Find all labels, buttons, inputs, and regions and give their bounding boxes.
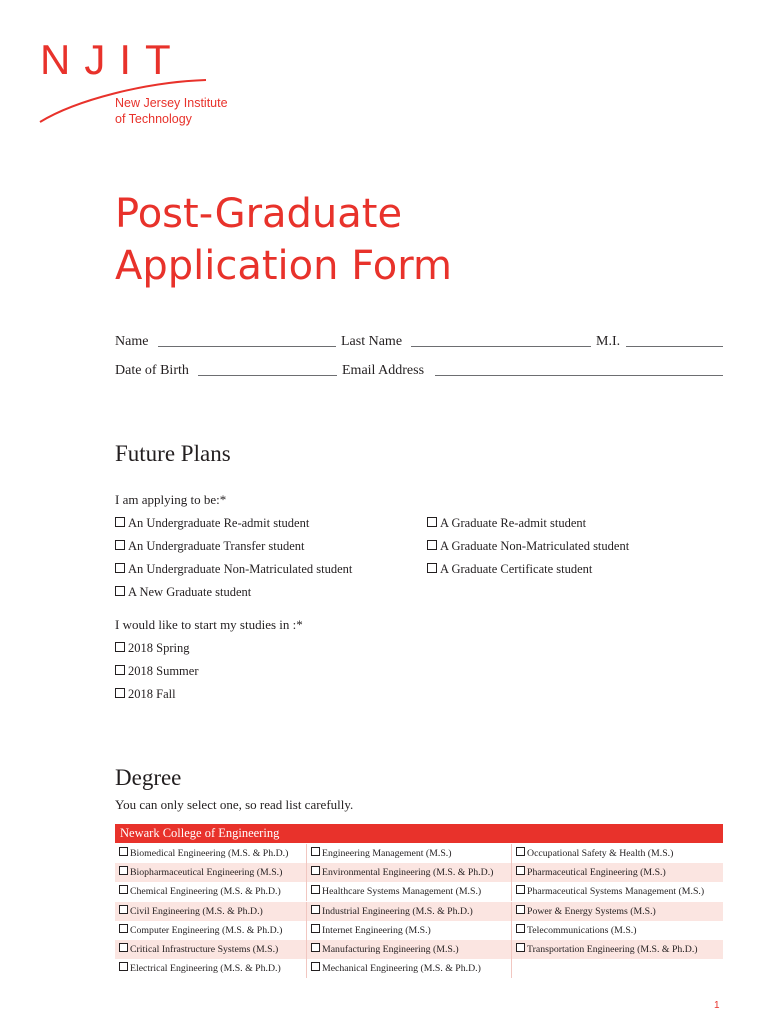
degree-label: Electrical Engineering (M.S. & Ph.D.) [130,963,281,974]
degree-label: Pharmaceutical Systems Management (M.S.) [527,886,705,897]
degree-option[interactable] [115,940,307,959]
applying-option[interactable]: A Graduate Re-admit student [427,515,586,531]
degree-label: Chemical Engineering (M.S. & Ph.D.) [130,886,281,897]
checkbox-icon[interactable] [119,866,128,875]
checkbox-icon[interactable] [115,540,125,550]
checkbox-icon[interactable] [311,866,320,875]
applying-option[interactable]: An Undergraduate Re-admit student [115,515,309,531]
checkbox-icon[interactable] [427,517,437,527]
checkbox-icon[interactable] [115,586,125,596]
table-row [115,863,723,882]
checkbox-icon[interactable] [516,847,525,856]
degree-label: Environmental Engineering (M.S. & Ph.D.) [322,867,494,878]
checkbox-icon[interactable] [115,563,125,573]
degree-option[interactable] [512,844,723,863]
degree-label: Critical Infrastructure Systems (M.S.) [130,944,279,955]
mi-label: M.I. [596,334,621,349]
degree-label: Power & Energy Systems (M.S.) [527,906,656,917]
checkbox-icon[interactable] [119,847,128,856]
checkbox-icon[interactable] [516,866,525,875]
degree-option[interactable] [512,902,723,921]
checkbox-icon[interactable] [119,962,128,971]
email-label: Email Address [342,363,425,378]
degree-option[interactable] [512,940,723,959]
degree-option[interactable] [115,902,307,921]
degree-option[interactable] [115,959,307,978]
applying-option[interactable]: A New Graduate student [115,584,251,600]
checkbox-icon[interactable] [311,905,320,914]
applying-option[interactable]: A Graduate Non-Matriculated student [427,538,629,554]
checkbox-icon[interactable] [115,642,125,652]
title-line-2: Application Form [115,243,452,289]
table-row [115,902,723,921]
table-row [115,940,723,959]
logo-line-1: New Jersey Institute [115,96,228,110]
degree-option[interactable] [307,959,512,978]
checkbox-icon[interactable] [516,924,525,933]
degree-option[interactable] [115,863,307,882]
last-name-field[interactable] [411,346,591,347]
degree-label: Civil Engineering (M.S. & Ph.D.) [130,906,263,917]
checkbox-icon[interactable] [516,905,525,914]
future-plans-heading: Future Plans [115,441,231,466]
degree-label: Biopharmaceutical Engineering (M.S.) [130,867,283,878]
email-field[interactable] [435,375,723,376]
checkbox-icon[interactable] [115,688,125,698]
degree-label: Engineering Management (M.S.) [322,848,452,859]
degree-option[interactable] [307,844,512,863]
checkbox-icon[interactable] [311,885,320,894]
checkbox-icon[interactable] [427,540,437,550]
name-label: Name [115,334,149,349]
checkbox-icon[interactable] [516,885,525,894]
table-row [115,844,723,863]
degree-option[interactable] [512,921,723,940]
checkbox-icon[interactable] [115,665,125,675]
degree-heading: Degree [115,765,182,790]
applying-option[interactable]: An Undergraduate Transfer student [115,538,304,554]
degree-label: Pharmaceutical Engineering (M.S.) [527,867,666,878]
degree-option[interactable] [512,863,723,882]
degree-option[interactable] [512,882,723,901]
checkbox-icon[interactable] [119,924,128,933]
start-option[interactable]: 2018 Spring [115,640,189,656]
degree-option[interactable] [115,921,307,940]
degree-label: Telecommunications (M.S.) [527,925,637,936]
degree-option[interactable] [307,902,512,921]
degree-label: Transportation Engineering (M.S. & Ph.D.) [527,944,698,955]
degree-option[interactable] [307,882,512,901]
degree-label: Biomedical Engineering (M.S. & Ph.D.) [130,848,289,859]
title-line-1: Post-Graduate [115,191,403,237]
checkbox-icon[interactable] [119,885,128,894]
start-prompt: I would like to start my studies in :* [115,617,303,632]
degree-option[interactable] [307,940,512,959]
degree-label: Occupational Safety & Health (M.S.) [527,848,674,859]
start-option[interactable]: 2018 Fall [115,686,176,702]
checkbox-icon[interactable] [119,943,128,952]
degree-label: Industrial Engineering (M.S. & Ph.D.) [322,906,473,917]
start-option[interactable]: 2018 Summer [115,663,198,679]
applying-prompt: I am applying to be:* [115,492,227,507]
dob-label: Date of Birth [115,363,189,378]
degree-option[interactable] [307,863,512,882]
name-field[interactable] [158,346,336,347]
checkbox-icon[interactable] [427,563,437,573]
logo-wordmark: NJIT [40,36,185,83]
logo-line-2: of Technology [115,112,192,126]
degree-option[interactable] [115,882,307,901]
degree-option [512,959,723,978]
checkbox-icon[interactable] [516,943,525,952]
degree-label: Internet Engineering (M.S.) [322,925,431,936]
degree-note: You can only select one, so read list carefully. [115,797,354,812]
degree-option[interactable] [115,844,307,863]
applying-option[interactable]: A Graduate Certificate student [427,561,592,577]
checkbox-icon[interactable] [311,924,320,933]
checkbox-icon[interactable] [115,517,125,527]
degree-label: Manufacturing Engineering (M.S.) [322,944,459,955]
degree-label: Healthcare Systems Management (M.S.) [322,886,482,897]
table-row [115,959,723,978]
checkbox-icon[interactable] [119,905,128,914]
last-name-label: Last Name [341,334,403,349]
page-number: 1 [714,1000,720,1011]
checkbox-icon[interactable] [311,943,320,952]
dob-field[interactable] [198,375,337,376]
mi-field[interactable] [626,346,723,347]
college-header: Newark College of Engineering [115,824,723,843]
page-title [115,188,452,292]
degree-option[interactable] [307,921,512,940]
applying-option[interactable]: An Undergraduate Non-Matriculated student [115,561,352,577]
checkbox-icon[interactable] [311,962,320,971]
table-row [115,882,723,901]
checkbox-icon[interactable] [311,847,320,856]
degree-label: Mechanical Engineering (M.S. & Ph.D.) [322,963,481,974]
table-row [115,921,723,940]
degree-label: Computer Engineering (M.S. & Ph.D.) [130,925,283,936]
